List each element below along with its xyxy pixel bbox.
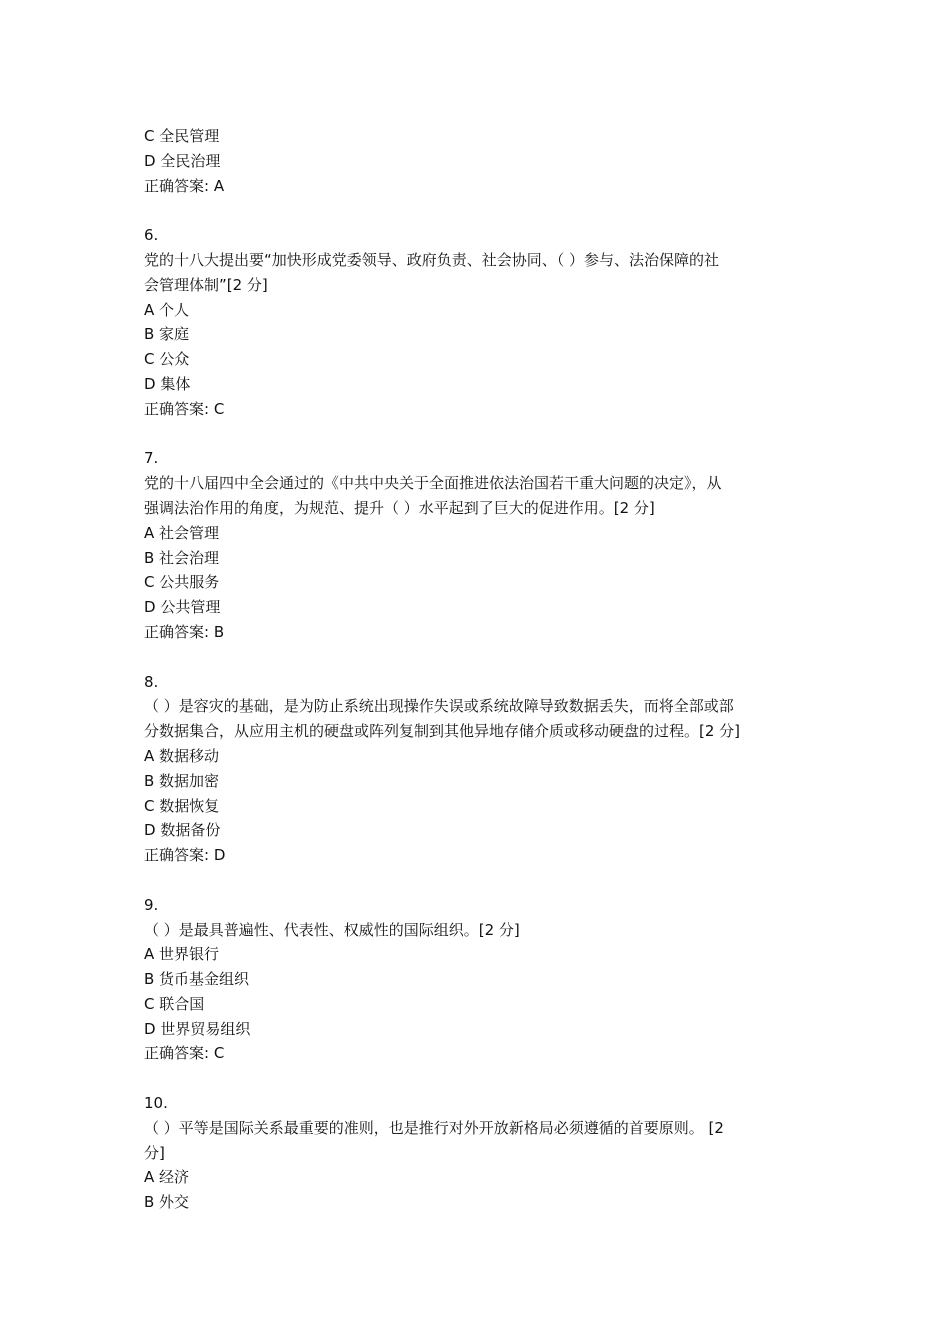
correct-answer: 正确答案: C [144, 1044, 225, 1063]
option-b: B 社会治理 [144, 548, 220, 567]
option-c: C 全民管理 [144, 127, 220, 145]
question-stem-line: 会管理体制”[2 分] [144, 275, 268, 294]
question-stem-line: 分数据集合，从应用主机的硬盘或阵列复制到其他异地存储介质或移动硬盘的过程。[2 分] [144, 722, 741, 741]
question-stem-line: 强调法治作用的角度，为规范、提升（ ）水平起到了巨大的促进作用。[2 分] [144, 498, 655, 517]
option-a: A 个人 [144, 300, 190, 319]
question-stem-line: （ ）是容灾的基础，是为防止系统出现操作失误或系统故障导致数据丢失，而将全部或部 [144, 697, 734, 716]
spacer [144, 1066, 812, 1091]
option-c: C 联合国 [144, 994, 205, 1013]
question-number: 7. [144, 449, 159, 468]
question-7 [144, 446, 812, 644]
option-b: B 数据加密 [144, 771, 220, 790]
question-stem-line: 党的十八大提出要“加快形成党委领导、政府负责、社会协同、（ ）参与、法治保障的社 [144, 250, 720, 269]
option-d: D 集体 [144, 374, 191, 393]
question-number: 9. [144, 895, 159, 914]
option-b: B 外交 [144, 1193, 190, 1212]
option-d: D 公共管理 [144, 598, 221, 617]
correct-answer: 正确答案: B [144, 622, 225, 641]
spacer [144, 645, 812, 670]
spacer [144, 868, 812, 893]
option-a: A 社会管理 [144, 523, 220, 542]
option-d: D 世界贸易组织 [144, 1019, 251, 1038]
question-5-tail [144, 124, 812, 198]
question-8 [144, 670, 812, 868]
option-c: C 公共服务 [144, 573, 220, 592]
question-10 [144, 1091, 812, 1215]
document-page [144, 124, 812, 1215]
option-c: C 公众 [144, 350, 190, 369]
option-a: A 世界银行 [144, 945, 220, 964]
option-d: D 数据备份 [144, 821, 221, 840]
question-stem-line: （ ）平等是国际关系最重要的准则，也是推行对外开放新格局必须遵循的首要原则。 [2 [144, 1118, 724, 1137]
option-a: A 数据移动 [144, 746, 220, 765]
question-number: 8. [144, 672, 159, 691]
option-d: D 全民治理 [144, 151, 221, 170]
option-b: B 家庭 [144, 325, 190, 344]
question-number: 6. [144, 226, 159, 245]
correct-answer: 正确答案: D [144, 846, 226, 865]
question-number: 10. [144, 1094, 168, 1113]
question-stem-line: 分] [144, 1143, 165, 1162]
option-a: A 经济 [144, 1168, 190, 1187]
option-b: B 货币基金组织 [144, 970, 250, 989]
spacer [144, 422, 812, 447]
correct-answer: 正确答案: A [144, 176, 225, 195]
correct-answer: 正确答案: C [144, 399, 225, 418]
question-stem-line: 党的十八届四中全会通过的《中共中央关于全面推进依法治国若干重大问题的决定》，从 [144, 474, 722, 493]
spacer [144, 198, 812, 223]
question-6 [144, 223, 812, 421]
question-9 [144, 893, 812, 1067]
option-c: C 数据恢复 [144, 796, 220, 815]
question-stem-line: （ ）是最具普遍性、代表性、权威性的国际组织。[2 分] [144, 920, 520, 939]
